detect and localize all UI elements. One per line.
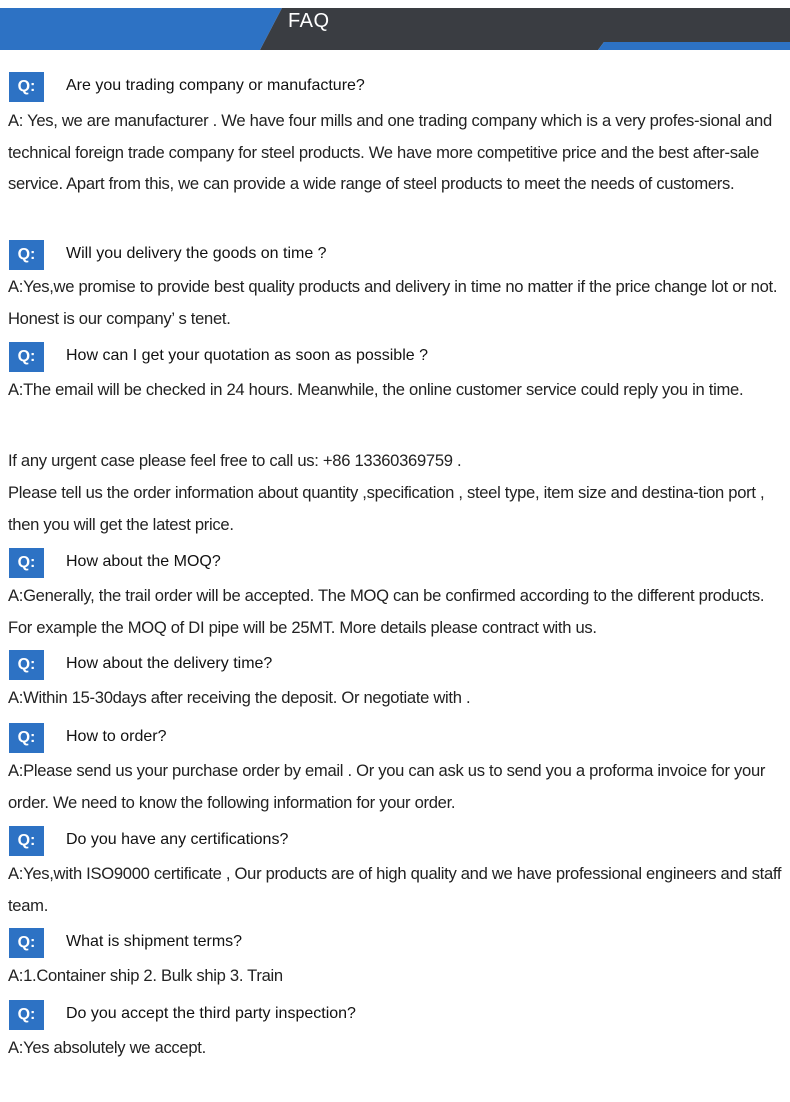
answer-extra-text: Please tell us the order information about quantity ,specification , steel type, item size and destina-tion port , then you will get the latest price. [8,483,765,534]
q-badge: Q: [9,723,44,753]
q-badge: Q: [9,240,44,270]
faq-question-row [9,723,779,753]
faq-question-row [9,548,779,578]
answer-text: A:Yes,with ISO9000 certificate , Our products are of high quality and we have professional engineers and staff team. [8,864,782,915]
answer-text: A: Yes, we are manufacturer . We have four mills and one trading company which is a very profes-sional and technical foreign trade company for steel products. We have more competitive price and the best after-sale service. Apart from this, we can provide a wide range of steel products to meet the needs of customers. [8,111,772,193]
q-badge: Q: [9,928,44,958]
faq-title: FAQ [288,10,330,32]
faq-question-row [9,240,779,270]
answer-text: A:The email will be checked in 24 hours. Meanwhile, the online customer service could reply you in time. [8,380,744,399]
question-text: How to order? [66,728,167,745]
header-banner-shape [0,0,790,52]
question-text: Do you have any certifications? [66,831,289,848]
question-text: Are you trading company or manufacture? [66,77,365,94]
q-badge: Q: [9,650,44,680]
q-badge: Q: [9,1000,44,1030]
faq-question-row [9,1000,779,1030]
faq-question-row [9,72,779,102]
faq-question-row [9,650,779,680]
q-badge: Q: [9,826,44,856]
answer-text: A:1.Container ship 2. Bulk ship 3. Train [8,966,283,985]
answer-text: A:Generally, the trail order will be accepted. The MOQ can be confirmed according to the different products. For example the MOQ of DI pipe will be 25MT. More details please contract with us. [8,586,765,637]
q-badge: Q: [9,548,44,578]
question-text: Do you accept the third party inspection? [66,1005,356,1022]
answer-text: A:Within 15-30days after receiving the deposit. Or negotiate with . [8,688,471,707]
faq-question-row [9,342,779,372]
faq-header [0,0,790,52]
question-text: Will you delivery the goods on time ? [66,245,327,262]
question-text: What is shipment terms? [66,933,243,950]
answer-extra-text: If any urgent case please feel free to call us: +86 13360369759 . [8,451,462,470]
faq-question-row [9,826,779,856]
answer-text: A:Yes absolutely we accept. [8,1038,206,1057]
answer-text: A:Please send us your purchase order by email . Or you can ask us to send you a proforma invoice for your order. We need to know the following information for your order. [8,761,766,812]
q-badge: Q: [9,342,44,372]
q-badge: Q: [9,72,44,102]
question-text: How can I get your quotation as soon as possible ? [66,347,428,364]
answer-text: A:Yes,we promise to provide best quality products and delivery in time no matter if the price change lot or not. Honest is our company’ s tenet. [8,277,778,328]
faq-question-row [9,928,779,958]
question-text: How about the delivery time? [66,655,273,672]
question-text: How about the MOQ? [66,553,221,570]
